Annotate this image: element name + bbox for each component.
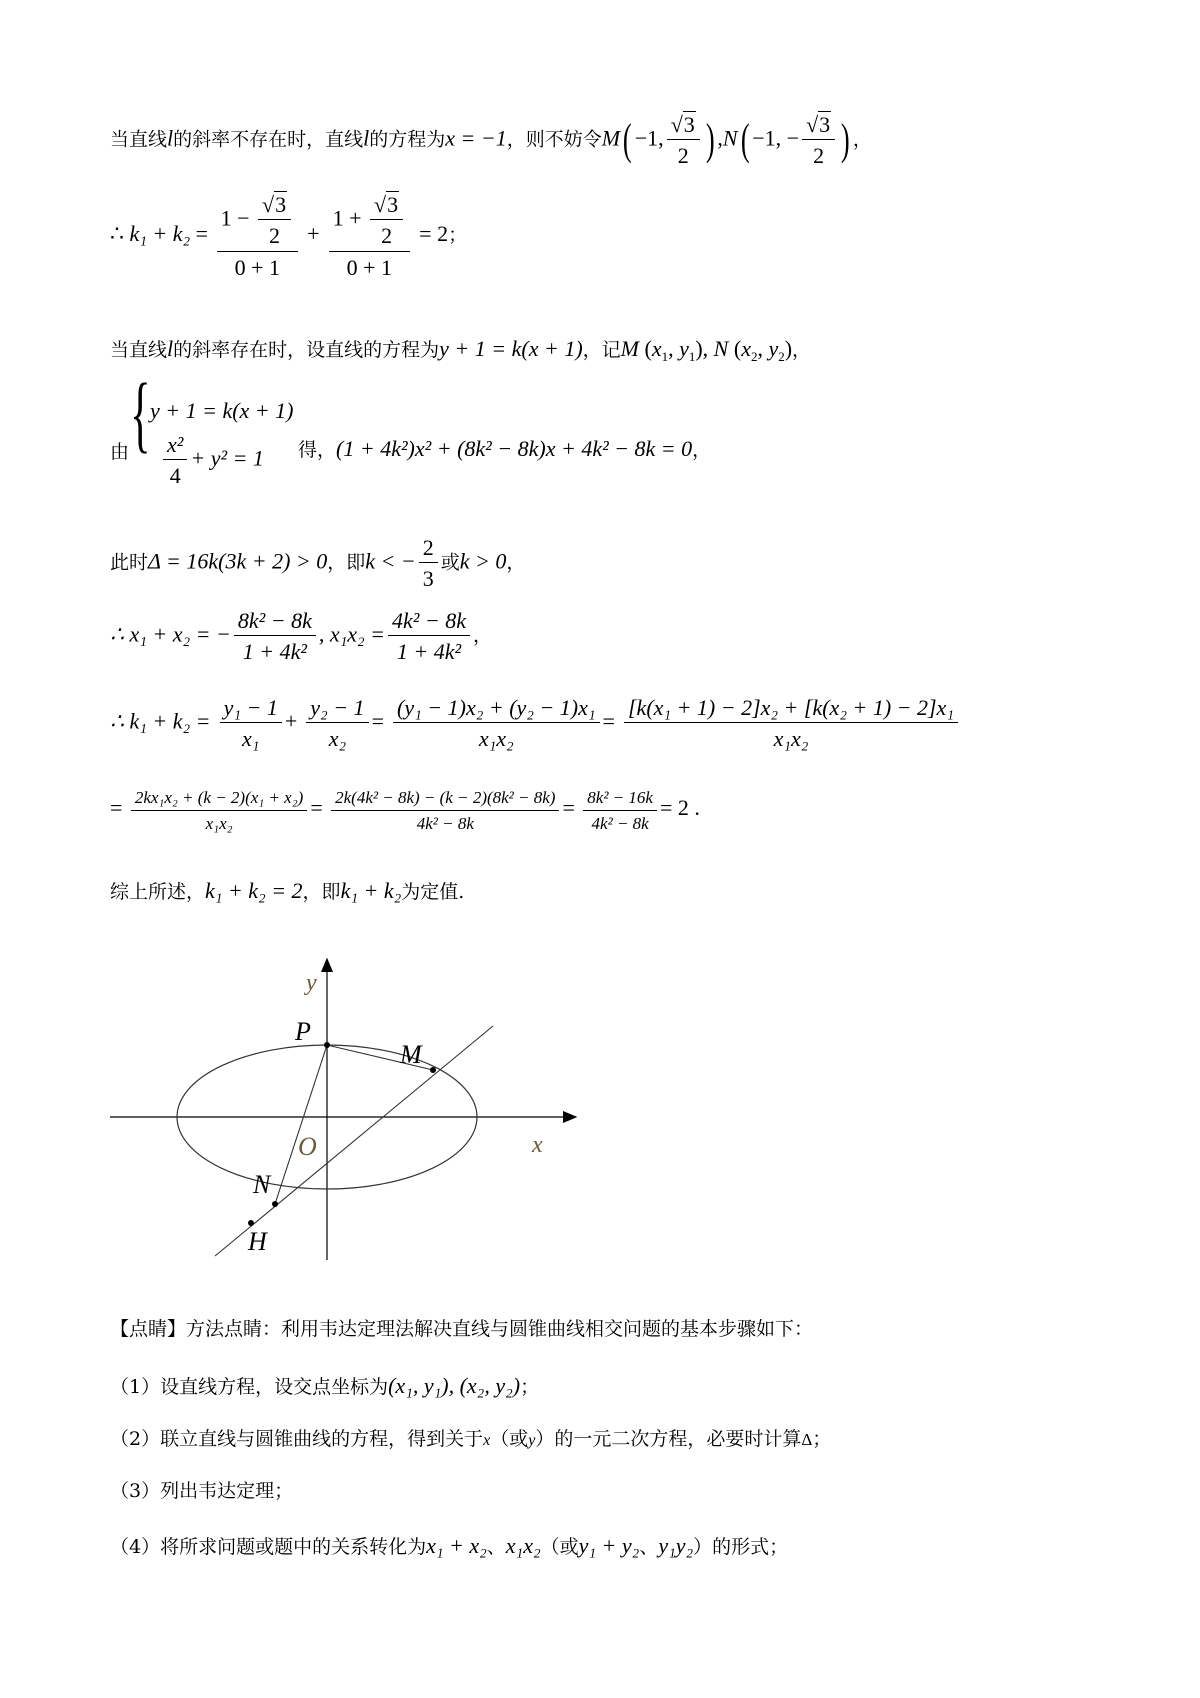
point-h xyxy=(248,1220,254,1226)
text: ，记 xyxy=(582,339,621,361)
equation: x = −1 xyxy=(445,125,507,151)
var-l: l xyxy=(167,125,174,151)
label-m: M xyxy=(400,1040,422,1069)
line-discriminant: 此时Δ = 16k(3k + 2) > 0，即k < − $\frac{2}{3}$ 或k > 0， xyxy=(110,535,526,592)
point-p xyxy=(324,1042,330,1048)
line-k-sum-expand: ∴ k₁ + k₂ = $\frac{\text{y₁ − 1}}{\text{x₁}}$ + $\frac{\text{y₂ − 1}}{\text{x₂}}$ = $\frac{\text{(y₁ − 1)x₂ + (y₂ − 1)x₁}}{\text{x₁x₂}}$ = $\frac{\text{[k(x₁ + 1) − 2]x₂ + [k(x₂ + 1) − 2]x₁}}{\text{x₁x₂}}$ xyxy=(110,695,961,752)
text: 的方程为 xyxy=(369,128,446,151)
vieta-product: , x₁x₂ = xyxy=(318,621,386,647)
point-n: N xyxy=(722,125,738,151)
k-sum-result: k₁ + k₂ = 2 xyxy=(205,878,303,903)
segment-pn xyxy=(275,1045,327,1204)
point-m: M xyxy=(620,336,639,361)
ellipse-figure xyxy=(100,940,580,1270)
line-vieta: ∴ x₁ + x₂ = − $\frac{\text{8k² − 8k}}{\text{1 + 4k²}}$ , x₁x₂ = $\frac{\text{4k² − 8k}}{\text{1 + 4k²}}$ ， xyxy=(110,608,493,665)
result: = 2 xyxy=(419,220,449,246)
note-bracket: 【点睛】 xyxy=(110,1318,187,1340)
polynomial-eq: (1 + 4k²)x² + (8k² − 8k)x + 4k² − 8k = 0 xyxy=(336,436,693,461)
line-vertical-case: 当直线l的斜率不存在时，直线l的方程为x = −1，则不妨令M( −1, $\frac{√3}{2}$ ) ,N( −1, − $\frac{√3}{2}$ ) ， xyxy=(110,112,872,169)
fraction: $\frac{√3}{2}$ xyxy=(667,112,700,169)
therefore: ∴ xyxy=(110,220,130,246)
note-text: 方法点睛：利用韦达定理法解决直线与圆锥曲线相交问题的基本步骤如下： xyxy=(186,1318,814,1340)
fraction: 1 + $\frac{√3}{2}$ 0 + 1 xyxy=(329,192,411,280)
text: ，则不妨令 xyxy=(506,128,602,151)
var-l: l xyxy=(363,125,370,151)
line-conclusion: 综上所述，k₁ + k₂ = 2，即k₁ + k₂为定值. xyxy=(110,878,465,903)
label-x: x xyxy=(532,1132,543,1158)
system-eq2: $\frac{\text{x²}}{4}$ + y² = 1 xyxy=(160,432,264,489)
point-n xyxy=(272,1201,278,1207)
system-result: 得，(1 + 4k²)x² + (8k² − 8k)x + 4k² − 8k = 0， xyxy=(298,436,712,461)
step-2: （2）联立直线与圆锥曲线的方程，得到关于x（或y）的一元二次方程，必要时计算Δ； xyxy=(110,1428,832,1450)
label-y: y xyxy=(306,970,317,996)
coord: −1, − xyxy=(752,125,800,151)
text: 的斜率存在时，设直线的方程为 xyxy=(173,339,440,361)
label-h: H xyxy=(248,1227,267,1256)
var-l: l xyxy=(167,336,174,361)
text: 当直线 xyxy=(110,339,168,361)
text: 当直线 xyxy=(110,128,168,151)
step-3: （3）列出韦达定理； xyxy=(110,1480,294,1502)
discriminant: Δ = 16k(3k + 2) > 0 xyxy=(148,548,328,574)
line-k-sum-simplify: = $\frac{\text{2kx₁x₂ + (k − 2)(x₁ + x₂)}}{\text{x₁x₂}}$ = $\frac{\text{2k(4k² − 8k) − (k − 2)(8k² − 8k)}}{\text{4k² − 8k}}$ = $\frac{\text{8k² − 16k}}{\text{4k² − 8k}}$ = 2 . xyxy=(110,788,700,833)
label-p: P xyxy=(295,1017,311,1046)
system-eq1: y + 1 = k(x + 1) xyxy=(150,398,294,423)
equation: y + 1 = k(x + 1) xyxy=(439,336,583,361)
system-brace: { xyxy=(130,365,151,461)
step-4: （4）将所求问题或题中的关系转化为x₁ + x₂、x₁x₂（或y₁ + y₂、y₁y₂）的形式； xyxy=(110,1533,789,1558)
paren: ( xyxy=(623,115,632,165)
fraction: 1 − $\frac{√3}{2}$ 0 + 1 xyxy=(217,192,299,280)
label-o: O xyxy=(298,1132,317,1161)
k-sum: k₁ + k₂ xyxy=(129,220,191,246)
vieta-sum: ∴ x₁ + x₂ = − xyxy=(110,621,231,647)
step-1: （1）设直线方程，设交点坐标为(x₁, y₁), (x₂, y₂)； xyxy=(110,1373,540,1398)
coord: −1, xyxy=(634,125,664,151)
point-n: N xyxy=(713,336,729,361)
line-k-sum-vertical: ∴ k₁ + k₂ = 1 − $\frac{√3}{2}$ 0 + 1 + 1 + $\frac{√3}{2}$ 0 + 1 = 2； xyxy=(110,192,468,280)
point-m: M xyxy=(601,125,621,151)
system-label: 由 xyxy=(110,441,130,463)
label-n: N xyxy=(253,1170,271,1199)
note-heading xyxy=(110,1320,813,1339)
point-m xyxy=(430,1067,436,1073)
text: 的斜率不存在时，直线 xyxy=(173,128,364,151)
line-slope-exists: 当直线l的斜率存在时，设直线的方程为y + 1 = k(x + 1)，记M ($x_1$, $y_1$), N ($x_2$, $y_2$)， xyxy=(110,336,812,364)
line-mn xyxy=(215,1026,493,1256)
fraction: $\frac{√3}{2}$ xyxy=(802,112,835,169)
